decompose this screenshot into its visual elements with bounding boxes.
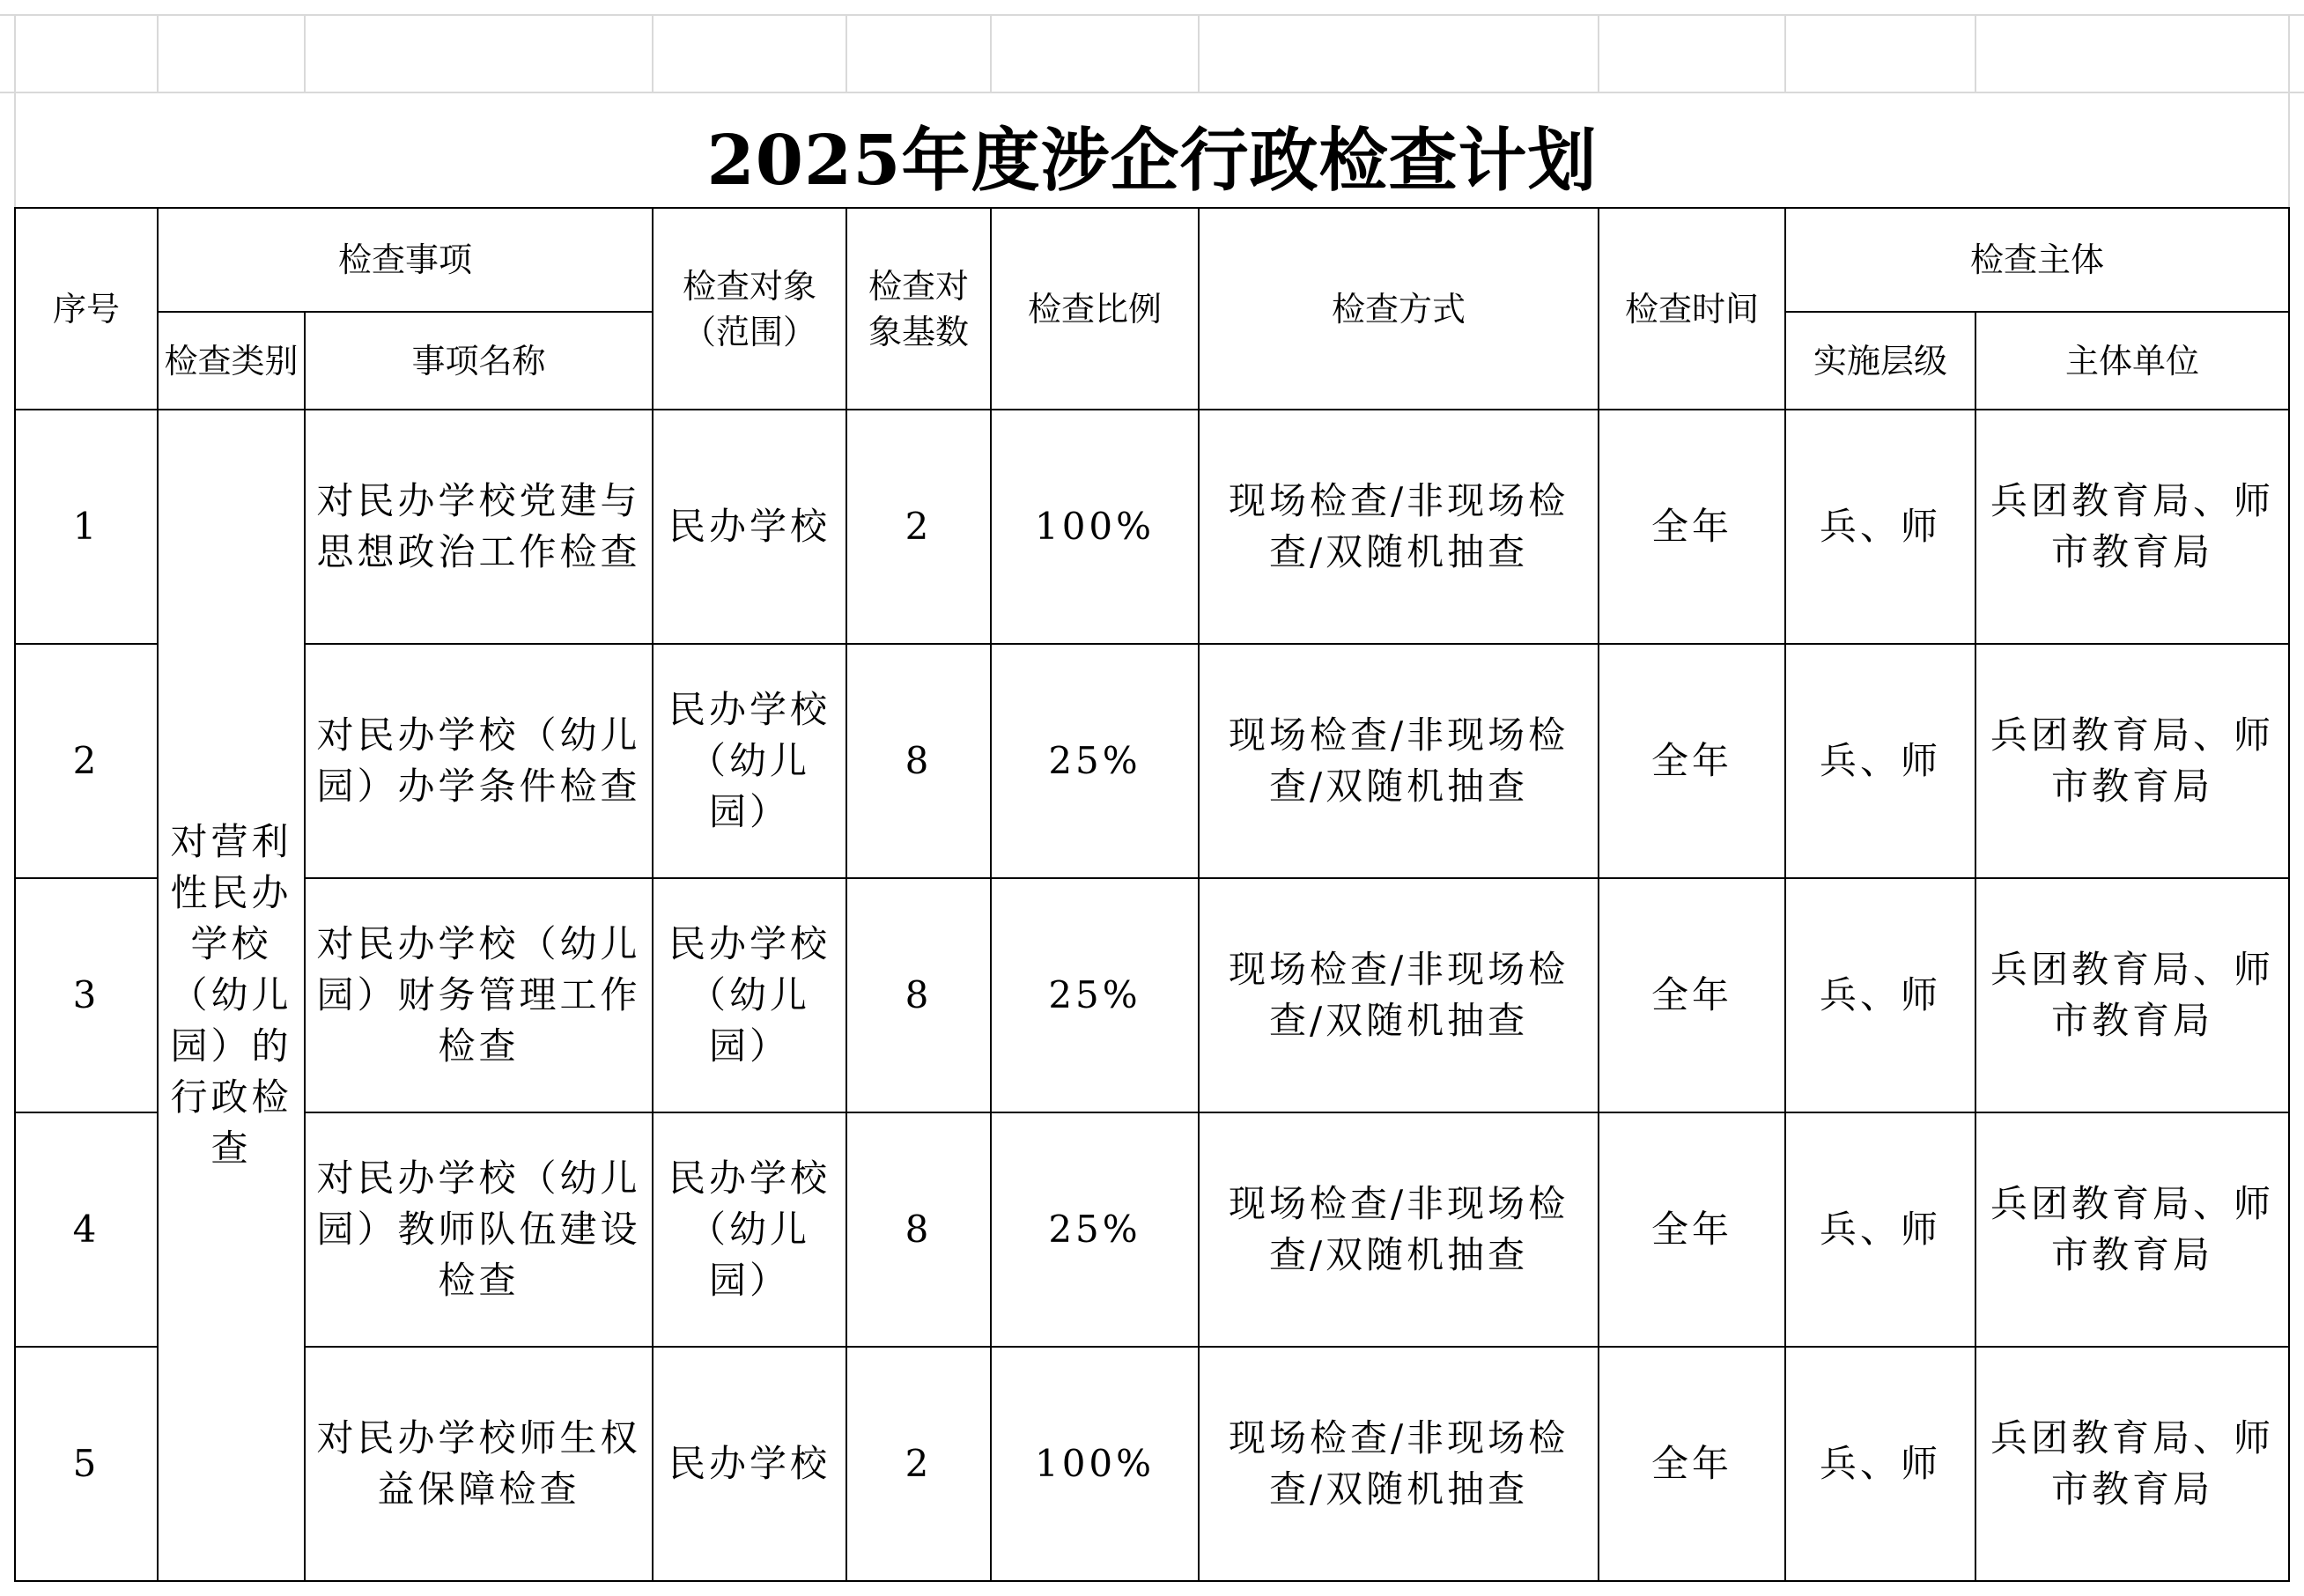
- page-title: 2025年度涉企行政检查计划: [706, 120, 1598, 201]
- row-ratio: 100%: [991, 1347, 1199, 1581]
- header-category: 检查类别: [158, 312, 305, 410]
- row-seq: 3: [15, 878, 158, 1112]
- row-unit: 兵团教育局、师市教育局: [1975, 644, 2289, 878]
- row-time: 全年: [1599, 410, 1785, 644]
- row-count: 2: [846, 410, 991, 644]
- row-ratio: 25%: [991, 644, 1199, 878]
- row-unit: 兵团教育局、师市教育局: [1975, 878, 2289, 1112]
- header-unit: 主体单位: [1975, 312, 2289, 410]
- row-ratio: 25%: [991, 878, 1199, 1112]
- table-row: [15, 1112, 2289, 1347]
- row-time: 全年: [1599, 1347, 1785, 1581]
- row-method: 现场检查/非现场检查/双随机抽查: [1199, 878, 1599, 1112]
- header-target-count: 检查对象基数: [846, 208, 991, 410]
- row-count: 8: [846, 878, 991, 1112]
- table-row: [15, 1347, 2289, 1581]
- row-method: 现场检查/非现场检查/双随机抽查: [1199, 1347, 1599, 1581]
- header-seq: 序号: [15, 208, 158, 410]
- header-item-name: 事项名称: [305, 312, 653, 410]
- row-method: 现场检查/非现场检查/双随机抽查: [1199, 410, 1599, 644]
- row-ratio: 100%: [991, 410, 1199, 644]
- header-subject-group: 检查主体: [1785, 208, 2289, 312]
- header-item-group: 检查事项: [158, 208, 653, 312]
- row-target: 民办学校（幼儿园）: [653, 1112, 846, 1347]
- inspection-plan-table: [14, 207, 2290, 1582]
- row-level: 兵、师: [1785, 1112, 1975, 1347]
- row-target: 民办学校: [653, 1347, 846, 1581]
- row-seq: 1: [15, 410, 158, 644]
- row-level: 兵、师: [1785, 1347, 1975, 1581]
- row-item-name: 对民办学校（幼儿园）教师队伍建设检查: [305, 1112, 653, 1347]
- row-level: 兵、师: [1785, 878, 1975, 1112]
- row-seq: 4: [15, 1112, 158, 1347]
- category-cell: 对营利性民办学校（幼儿园）的行政检查: [158, 410, 305, 1581]
- row-count: 2: [846, 1347, 991, 1581]
- row-item-name: 对民办学校党建与思想政治工作检查: [305, 410, 653, 644]
- header-row-1: [15, 208, 2289, 312]
- table-row: [15, 410, 2289, 644]
- row-method: 现场检查/非现场检查/双随机抽查: [1199, 644, 1599, 878]
- table-row: [15, 644, 2289, 878]
- header-level: 实施层级: [1785, 312, 1975, 410]
- row-unit: 兵团教育局、师市教育局: [1975, 1347, 2289, 1581]
- row-seq: 5: [15, 1347, 158, 1581]
- row-target: 民办学校（幼儿园）: [653, 644, 846, 878]
- row-count: 8: [846, 644, 991, 878]
- row-target: 民办学校: [653, 410, 846, 644]
- row-item-name: 对民办学校师生权益保障检查: [305, 1347, 653, 1581]
- row-time: 全年: [1599, 878, 1785, 1112]
- row-count: 8: [846, 1112, 991, 1347]
- header-time: 检查时间: [1599, 208, 1785, 410]
- header-method: 检查方式: [1199, 208, 1599, 410]
- row-item-name: 对民办学校（幼儿园）财务管理工作检查: [305, 878, 653, 1112]
- row-time: 全年: [1599, 644, 1785, 878]
- row-target: 民办学校（幼儿园）: [653, 878, 846, 1112]
- row-level: 兵、师: [1785, 644, 1975, 878]
- header-ratio: 检查比例: [991, 208, 1199, 410]
- row-method: 现场检查/非现场检查/双随机抽查: [1199, 1112, 1599, 1347]
- row-unit: 兵团教育局、师市教育局: [1975, 1112, 2289, 1347]
- row-time: 全年: [1599, 1112, 1785, 1347]
- table-row: [15, 878, 2289, 1112]
- header-target: 检查对象（范围）: [653, 208, 846, 410]
- row-item-name: 对民办学校（幼儿园）办学条件检查: [305, 644, 653, 878]
- row-level: 兵、师: [1785, 410, 1975, 644]
- row-unit: 兵团教育局、师市教育局: [1975, 410, 2289, 644]
- row-seq: 2: [15, 644, 158, 878]
- row-ratio: 25%: [991, 1112, 1199, 1347]
